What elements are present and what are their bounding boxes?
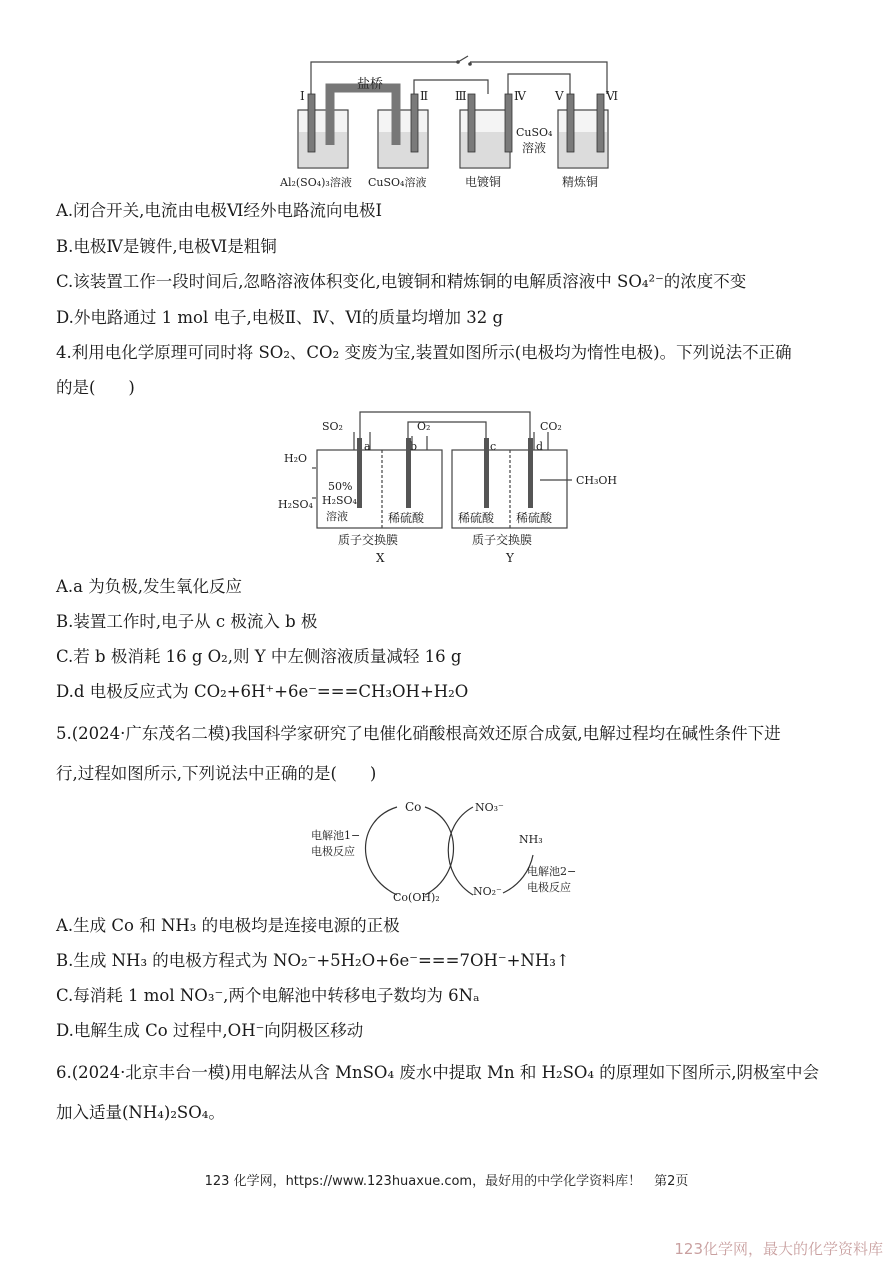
left-solution-line2: H₂SO₄: [322, 494, 357, 507]
left-solution-line1: 50%: [328, 480, 353, 493]
dilute-acid-label-3: 稀硫酸: [516, 511, 553, 525]
caption-cuso4: CuSO₄溶液: [368, 176, 427, 189]
cell2-label-line2: 电极反应: [527, 881, 571, 894]
cell-x-label: X: [376, 551, 385, 565]
nitrate-reduction-cycle-figure: [305, 795, 595, 905]
so2-label: SO₂: [322, 420, 343, 433]
q5-option-c: C.每消耗 1 mol NO₃⁻,两个电解池中转移电子数均为 6Nₐ: [56, 986, 480, 1005]
electrode-d-label: d: [536, 440, 544, 453]
q4-stem-line1: 4.利用电化学原理可同时将 SO₂、CO₂ 变废为宝,装置如图所示(电极均为惰性电极)。下列说法不正确: [56, 343, 792, 362]
cooh2-label: Co(OH)₂: [393, 891, 440, 904]
watermark: 123化学网，最大的化学资料库: [674, 1240, 883, 1258]
q3-option-a: A.闭合开关,电流由电极Ⅵ经外电路流向电极Ⅰ: [56, 201, 383, 220]
q5-stem-line2: 行,过程如图所示,下列说法中正确的是( ): [56, 764, 377, 783]
electrode-label-1: Ⅰ: [300, 89, 305, 103]
caption-al2so43: Al₂(SO₄)₃溶液: [280, 176, 352, 189]
h2so4-out-label: H₂SO₄: [278, 498, 313, 511]
q3-option-b: B.电极Ⅳ是镀件,电极Ⅵ是粗铜: [56, 237, 277, 256]
electrode-label-6: Ⅵ: [606, 89, 619, 103]
q5-option-b: B.生成 NH₃ 的电极方程式为 NO₂⁻+5H₂O+6e⁻===7OH⁻+NH₃↑: [56, 951, 570, 970]
electrode-c-label: c: [490, 440, 497, 453]
q4-option-d: D.d 电极反应式为 CO₂+6H⁺+6e⁻===CH₃OH+H₂O: [56, 682, 469, 701]
dilute-acid-label-2: 稀硫酸: [458, 511, 495, 525]
o2-label: O₂: [417, 420, 431, 433]
cell1-label-line1: 电解池1−: [311, 829, 361, 842]
ch3oh-label: CH₃OH: [576, 474, 618, 487]
cell-y-label: Y: [506, 551, 514, 565]
cuso4-label: CuSO₄: [516, 126, 553, 139]
h2o-label: H₂O: [284, 452, 308, 465]
caption-refining: 精炼铜: [562, 175, 599, 189]
q5-option-a: A.生成 Co 和 NH₃ 的电极均是连接电源的正极: [56, 916, 400, 935]
electrolysis-figure-1: [270, 50, 630, 195]
q6-stem-line1: 6.(2024·北京丰台一模)用电解法从含 MnSO₄ 废水中提取 Mn 和 H₂SO₄ 的原理如下图所示,阴极室中会: [56, 1063, 820, 1082]
q4-option-c: C.若 b 极消耗 16 g O₂,则 Y 中左侧溶液质量减轻 16 g: [56, 647, 462, 666]
caption-electroplating: 电镀铜: [465, 175, 502, 189]
q6-stem-line2: 加入适量(NH₄)₂SO₄。: [56, 1103, 225, 1122]
q4-stem-line2: 的是( ): [56, 378, 135, 397]
q3-option-c: C.该装置工作一段时间后,忽略溶液体积变化,电镀铜和精炼铜的电解质溶液中 SO₄²⁻的浓度不变: [56, 272, 747, 291]
electrode-a-label: a: [364, 440, 371, 453]
cell2-label-line1: 电解池2−: [527, 865, 577, 878]
q5-stem-line1: 5.(2024·广东茂名二模)我国科学家研究了电催化硝酸根高效还原合成氨,电解过程均在碱性条件下进: [56, 724, 781, 743]
electrode-label-2: Ⅱ: [420, 89, 429, 103]
left-solution-line3: 溶液: [326, 510, 348, 523]
co2-label: CO₂: [540, 420, 562, 433]
membrane-x-label: 质子交换膜: [338, 533, 399, 547]
salt-bridge-label: 盐桥: [356, 77, 384, 92]
electrode-b-label: b: [410, 440, 418, 453]
dilute-acid-label-1: 稀硫酸: [388, 511, 425, 525]
electrode-label-3: Ⅲ: [455, 89, 467, 103]
page-footer: 123 化学网，https://www.123huaxue.com，最好用的中学化学资料库！ 第2页: [204, 1174, 689, 1189]
no3-label: NO₃⁻: [475, 801, 504, 814]
nh3-label: NH₃: [519, 833, 543, 846]
electrode-label-4: Ⅳ: [514, 89, 526, 103]
electrode-label-5: Ⅴ: [555, 89, 564, 103]
membrane-y-label: 质子交换膜: [472, 533, 533, 547]
no2-label: NO₂⁻: [473, 885, 502, 898]
q4-option-a: A.a 为负极,发生氧化反应: [56, 577, 242, 596]
q4-option-b: B.装置工作时,电子从 c 极流入 b 极: [56, 612, 318, 631]
cell1-label-line2: 电极反应: [311, 845, 355, 858]
co-label: Co: [405, 800, 422, 814]
q3-option-d: D.外电路通过 1 mol 电子,电极Ⅱ、Ⅳ、Ⅵ的质量均增加 32 g: [56, 308, 504, 327]
so2-co2-device-figure: [272, 410, 632, 570]
q5-option-d: D.电解生成 Co 过程中,OH⁻向阴极区移动: [56, 1021, 364, 1040]
solution-label: 溶液: [522, 141, 547, 155]
